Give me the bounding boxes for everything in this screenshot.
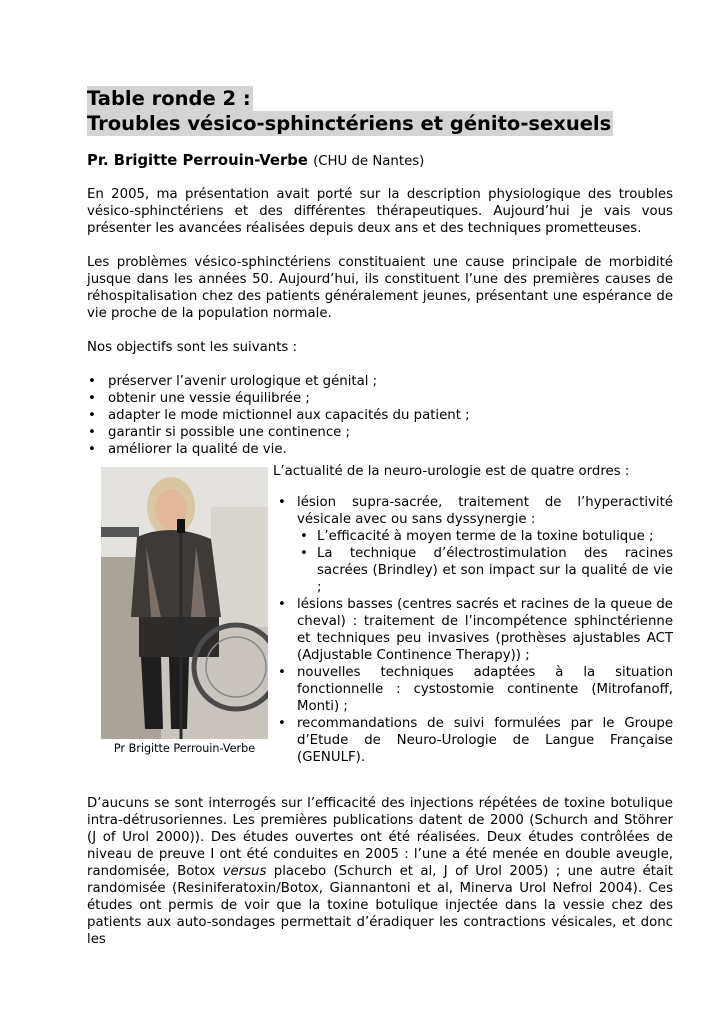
paragraph-intro: En 2005, ma présentation avait porté sur la description physiologique des troubles vésico-sphinctériens et des différentes thérapeutiques. Aujourd’hui je vais vous présenter les avancées réalisées depuis deux ans et des techniques prometteuses. (87, 187, 673, 236)
final-emphasis: versus (222, 864, 267, 879)
title-line-1: Table ronde 2 : (87, 87, 251, 110)
news-intro: L’actualité de la neuro-urologie est de quatre ordres : (273, 464, 630, 479)
list-item: • garantir si possible une continence ; (87, 424, 673, 441)
author-line (87, 151, 673, 172)
objectives-list (87, 373, 673, 458)
final-text-part1: D’aucuns se sont interrogés sur l’efficacité des injections répétées de toxine botulique intra-détrusoriennes. Les premières publications datent de 2000 (Schurch and Stöhrer (J of Urol 2000)). Des études ouvertes ont été réalisées. Deux études contrôlées de niveau de preuve I ont été conduites en 2005 : l’une a été menée en double aveugle, randomisée, Botox (87, 796, 673, 879)
list-item: • L’efficacité à moyen terme de la toxine botulique ; (297, 528, 673, 545)
list-item: • recommandations de suivi formulées par le Groupe d’Etude de Neuro-Urologie de Langue Française (GENULF). (273, 715, 673, 766)
list-item: • adapter le mode mictionnel aux capacités du patient ; (87, 407, 673, 424)
paragraph-objectives-intro: Nos objectifs sont les suivants : (87, 340, 298, 355)
author-affiliation: (CHU de Nantes) (313, 154, 425, 169)
speaker-photo (101, 467, 268, 739)
title-line-2: Troubles vésico-sphinctériens et génito-sexuels (87, 112, 612, 135)
paragraph-botulinum (87, 795, 673, 948)
list-item (273, 494, 673, 596)
news-item-text: lésion supra-sacrée, traitement de l’hyperactivité vésicale avec ou sans dyssynergie : (297, 495, 673, 527)
news-sublist (297, 528, 673, 596)
paragraph-history: Les problèmes vésico-sphinctériens constituaient une cause principale de morbidité jusque dans les années 50. Aujourd’hui, ils constituent l’une des premières causes de réhospitalisation chez des patients généralement jeunes, présentant une espérance de vie proche de la population normale. (87, 255, 673, 321)
photo-and-news-section (87, 463, 673, 779)
list-item: • La technique d’électrostimulation des racines sacrées (Brindley) et son impact sur la qualité de vie ; (297, 545, 673, 596)
final-text-part2: placebo (Schurch et al, J of Urol 2005) ; une autre était randomisée (Resiniferatoxin/Botox, Giannantoni et al, Minerva Urol Nefrol 2004). Ces études ont permis de voir que la toxine botulique injectée dans la vessie chez des patients aux auto-sondages permettait d’éradiquer les contractions vésicales, et donc les (87, 864, 673, 947)
news-list (273, 494, 673, 766)
list-item: • préserver l’avenir urologique et génital ; (87, 373, 673, 390)
document-page (87, 86, 673, 965)
photo-caption: Pr Brigitte Perrouin-Verbe (113, 742, 256, 755)
list-item: • améliorer la qualité de vie. (87, 441, 673, 458)
author-name: Pr. Brigitte Perrouin-Verbe (87, 152, 308, 169)
list-item: • obtenir une vessie équilibrée ; (87, 390, 673, 407)
title-block (87, 86, 673, 136)
news-column (273, 463, 673, 766)
list-item: • lésions basses (centres sacrés et racines de la queue de cheval) : traitement de l’incompétence sphinctérienne et techniques peu invasives (prothèses ajustables ACT (Adjustable Continence Therapy)) ; (273, 596, 673, 664)
list-item: • nouvelles techniques adaptées à la situation fonctionnelle : cystostomie continente (Mitrofanoff, Monti) ; (273, 664, 673, 715)
